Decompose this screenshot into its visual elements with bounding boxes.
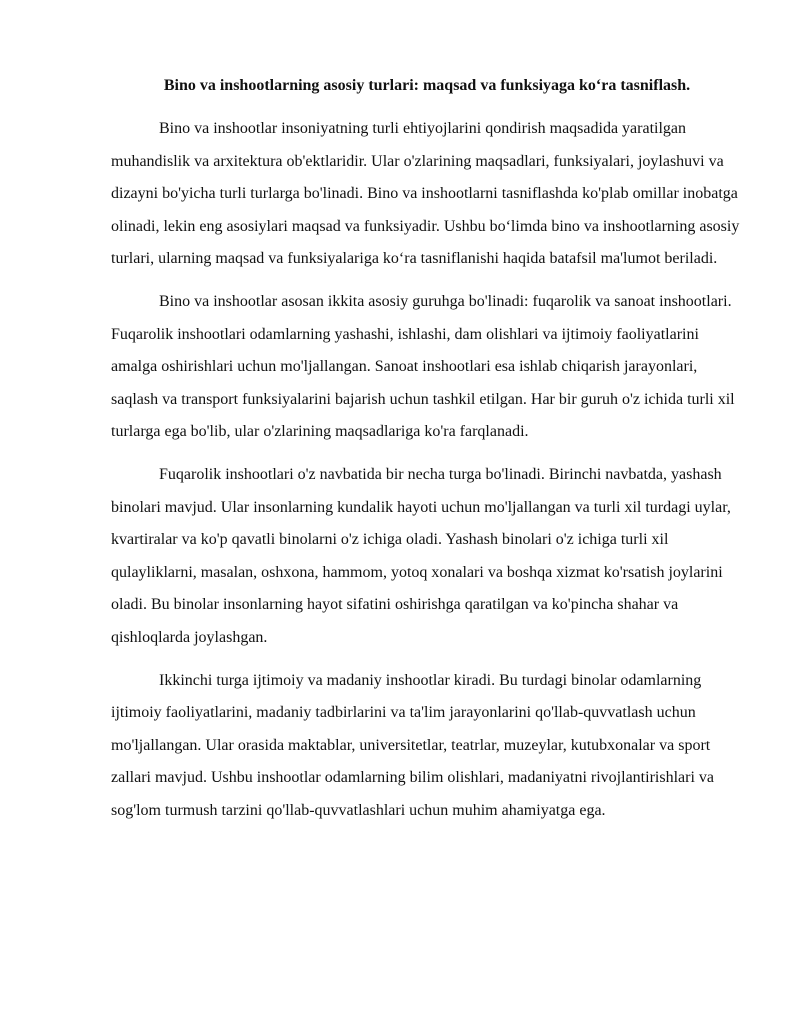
- document-page: [111, 70, 743, 827]
- paragraph-3: Fuqarolik inshootlari o'z navbatida bir necha turga bo'linadi. Birinchi navbatda, yashash binolari mavjud. Ular insonlarning kundalik hayoti uchun mo'ljallangan va turli xil turdagi uylar, kvartiralar va ko'p qavatli binolarni o'z ichiga oladi. Yashash binolari o'z ichiga turli xil qulayliklarni, masalan, oshxona, hammom, yotoq xonalari va boshqa xizmat ko'rsatish joylarini oladi. Bu binolar insonlarning hayot sifatini oshirishga qaratilgan va ko'pincha shahar va qishloqlarda joylashgan.: [111, 465, 731, 646]
- paragraph-1: Bino va inshootlar insoniyatning turli ehtiyojlarini qondirish maqsadida yaratilgan muhandislik va arxitektura ob'ektlaridir. Ular o'zlarining maqsadlari, funksiyalari, joylashuvi va dizayni bo'yicha turli turlarga bo'linadi. Bino va inshootlarni tasniflashda ko'plab omillar inobatga olinadi, lekin eng asosiylari maqsad va funksiyadir. Ushbu bo‘limda bino va inshootlarning asosiy turlari, ularning maqsad va funksiyalariga ko‘ra tasniflanishi haqida batafsil ma'lumot beriladi.: [111, 120, 740, 268]
- paragraph-2: Bino va inshootlar asosan ikkita asosiy guruhga bo'linadi: fuqarolik va sanoat inshootlari. Fuqarolik inshootlari odamlarning yashashi, ishlashi, dam olishlari va ijtimoiy faoliyatlarini amalga oshirishlari uchun mo'ljallangan. Sanoat inshootlari esa ishlab chiqarish jarayonlari, saqlash va transport funksiyalarini bajarish uchun tashkil etilgan. Har bir guruh o'z ichida turli xil turlarga ega bo'lib, ular o'zlarining maqsadlariga ko'ra farqlanadi.: [111, 292, 735, 441]
- document-title: Bino va inshootlarning asosiy turlari: maqsad va funksiyaga ko‘ra tasniflash.: [163, 77, 691, 94]
- paragraph-4: Ikkinchi turga ijtimoiy va madaniy inshootlar kiradi. Bu turdagi binolar odamlarning ijtimoiy faoliyatlarini, madaniy tadbirlarini va ta'lim jarayonlarini qo'llab-quvvatlash uchun mo'ljallangan. Ular orasida maktablar, universitetlar, teatrlar, muzeylar, kutubxonalar va sport zallari mavjud. Ushbu inshootlar odamlarning bilim olishlari, madaniyatni rivojlantirishlari va sog'lom turmush tarzini qo'llab-quvvatlashlari uchun muhim ahamiyatga ega.: [111, 671, 714, 819]
